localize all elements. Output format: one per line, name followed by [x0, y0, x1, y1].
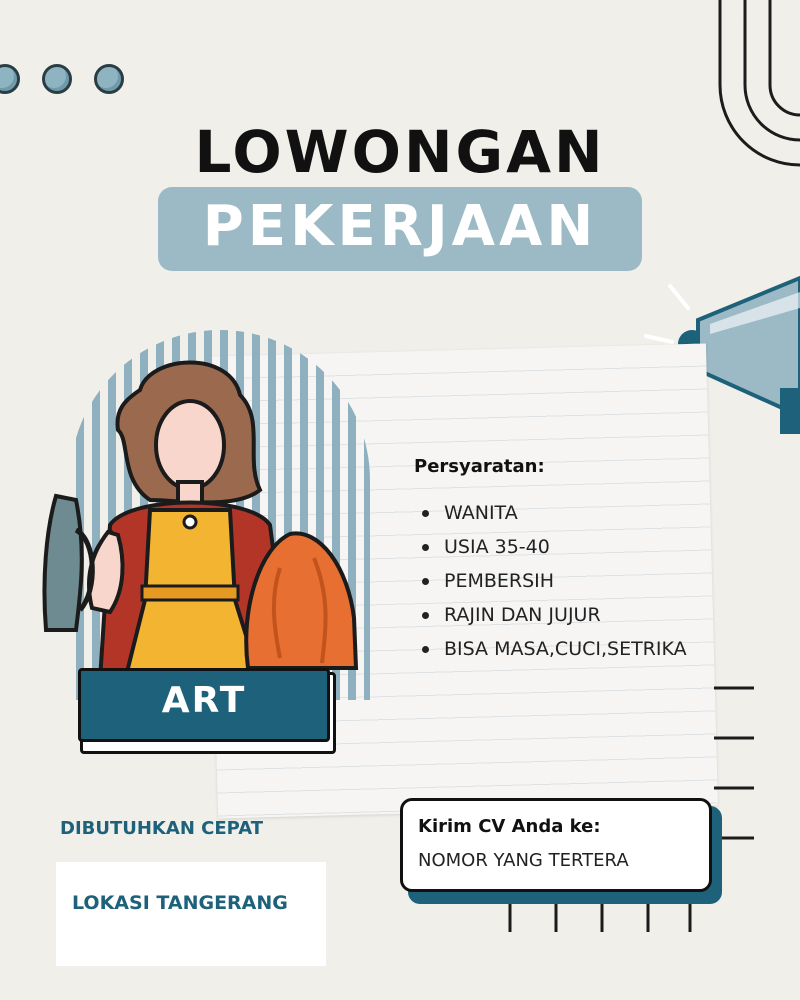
urgency-label: DIBUTUHKAN CEPAT [60, 818, 264, 839]
page-title: LOWONGAN [194, 118, 606, 186]
list-item: BISA MASA,CUCI,SETRIKA [420, 632, 687, 666]
laundry-pile-icon [240, 528, 360, 673]
list-item: USIA 35-40 [420, 530, 687, 564]
contact-value: NOMOR YANG TERTERA [418, 850, 629, 871]
iron-icon [36, 490, 106, 640]
requirements-heading: Persyaratan: [414, 456, 545, 477]
page-subtitle: PEKERJAAN [202, 194, 598, 259]
decorative-ticks-icon [500, 904, 700, 934]
list-item: RAJIN DAN JUJUR [420, 598, 687, 632]
decorative-dot-icon [0, 64, 20, 94]
position-label: ART [161, 680, 247, 721]
requirements-list [420, 496, 687, 666]
contact-heading: Kirim CV Anda ke: [418, 816, 601, 837]
contact-box [400, 798, 712, 892]
decorative-dot-icon [42, 64, 72, 94]
location-box [56, 862, 326, 966]
decorative-dot-icon [94, 64, 124, 94]
list-item: PEMBERSIH [420, 564, 687, 598]
list-item: WANITA [420, 496, 687, 530]
location-label: LOKASI TANGERANG [72, 892, 288, 914]
